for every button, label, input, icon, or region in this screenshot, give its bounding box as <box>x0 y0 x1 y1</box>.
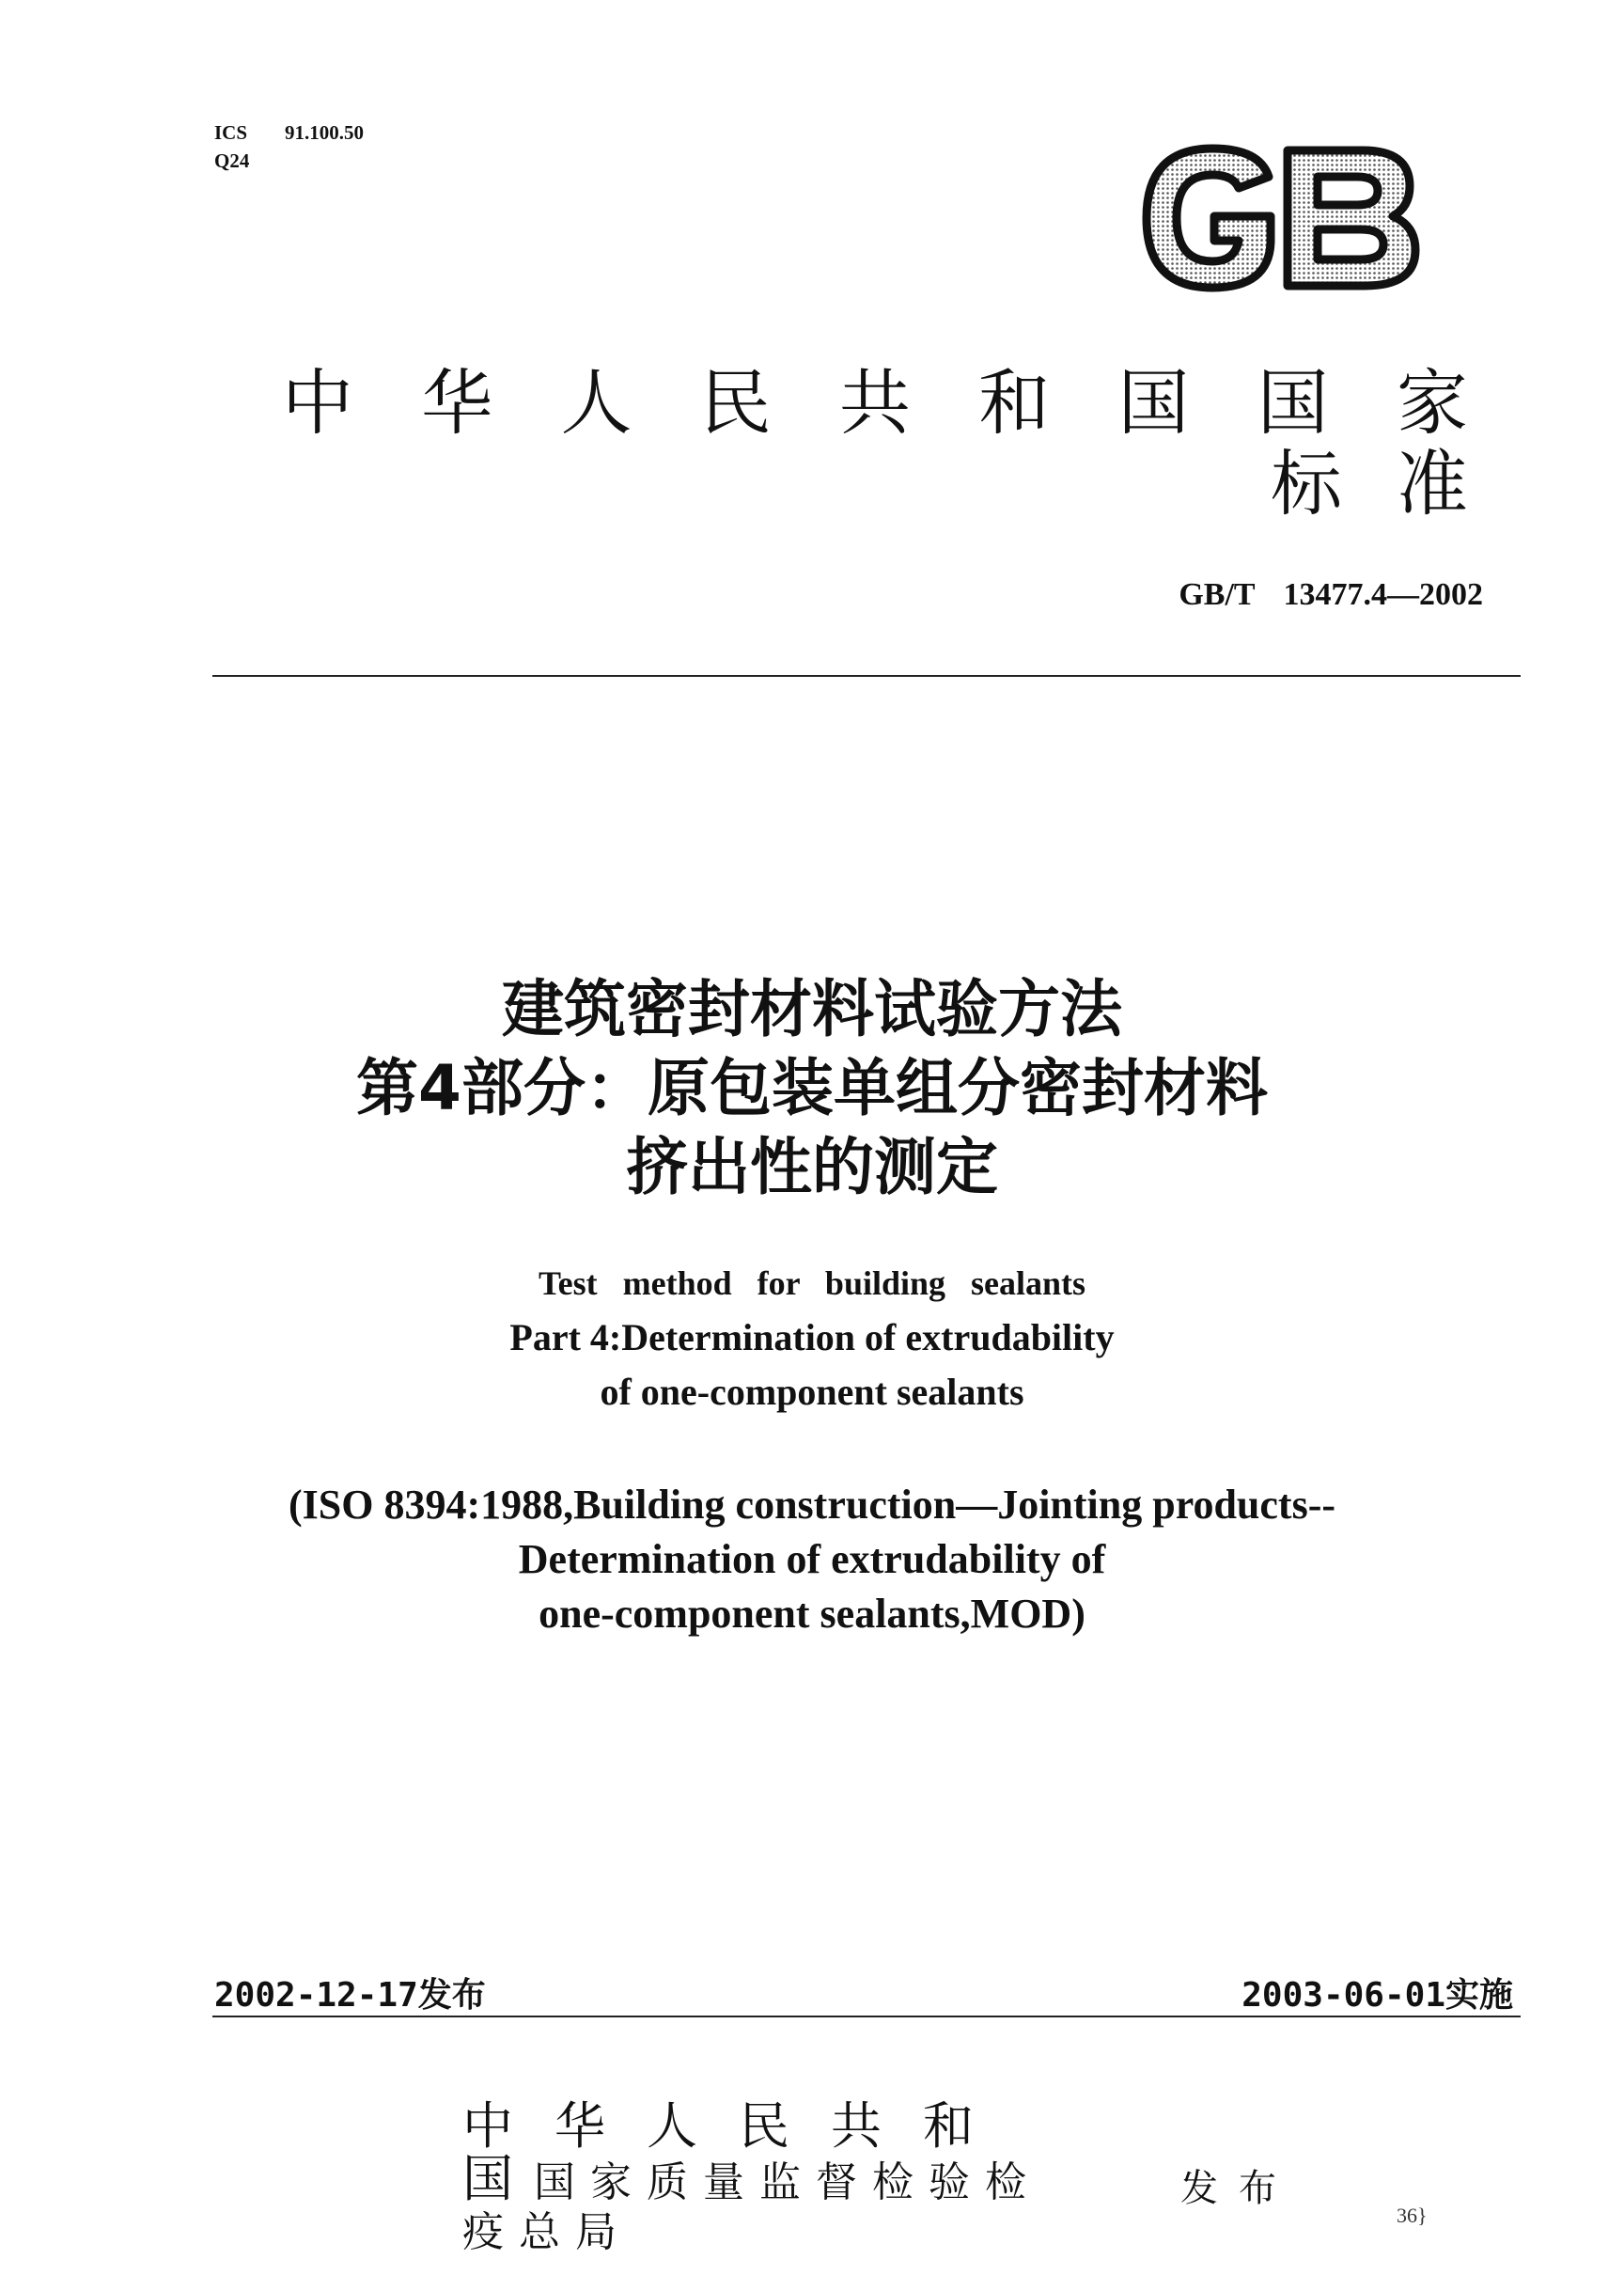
top-divider <box>212 675 1521 677</box>
iso-reference <box>0 1478 1624 1641</box>
title-cn-line-1: 建筑密封材料试验方法 <box>502 973 1122 1045</box>
title-cn-line-3: 挤出性的测定 <box>626 1131 998 1203</box>
implementation-date: 2003-06-01实施 <box>1241 1976 1513 2015</box>
ics-block <box>214 118 364 175</box>
iso-line-1: (ISO 8394:1988,Building construction—Jointing products-- <box>288 1482 1335 1528</box>
issuing-authority <box>462 2096 1041 2256</box>
document-title-cn <box>0 970 1624 1207</box>
title-en-line-1: Test method for building sealants <box>538 1264 1086 1302</box>
ics-code: 91.100.50 <box>285 121 365 144</box>
title-en-line-2: Part 4:Determination of extrudability <box>509 1316 1115 1358</box>
iso-line-3: one-component sealants,MOD) <box>539 1591 1085 1637</box>
issuer-line-2-rest: 国家质量监督检验检 <box>534 2158 1041 2206</box>
title-cn-line-2: 第4部分：原包装单组分密封材料 <box>356 1052 1268 1124</box>
document-title-en <box>0 1256 1624 1420</box>
issuer-line-1: 中华人民共和 <box>462 2096 1015 2156</box>
issue-word: 发布 <box>1180 2167 1297 2210</box>
national-standard-title: 中华人民共和国国家标准 <box>282 361 1522 526</box>
class-code: Q24 <box>214 149 250 172</box>
bottom-divider <box>212 2016 1521 2017</box>
issuer-line-3: 疫总局 <box>462 2208 632 2256</box>
iso-line-2: Determination of extrudability of <box>518 1536 1106 1582</box>
ics-label: ICS <box>214 121 248 144</box>
gb-logo <box>1128 139 1429 297</box>
title-en-line-3: of one-component sealants <box>600 1371 1024 1413</box>
issuer-line-2 <box>462 2149 1041 2209</box>
standard-code: GB/T 13477.4—2002 <box>1179 577 1483 612</box>
page-number: 36} <box>1397 2204 1428 2227</box>
issuer-line-2-prefix: 国 <box>462 2149 513 2208</box>
issue-date: 2002-12-17发布 <box>214 1976 486 2015</box>
